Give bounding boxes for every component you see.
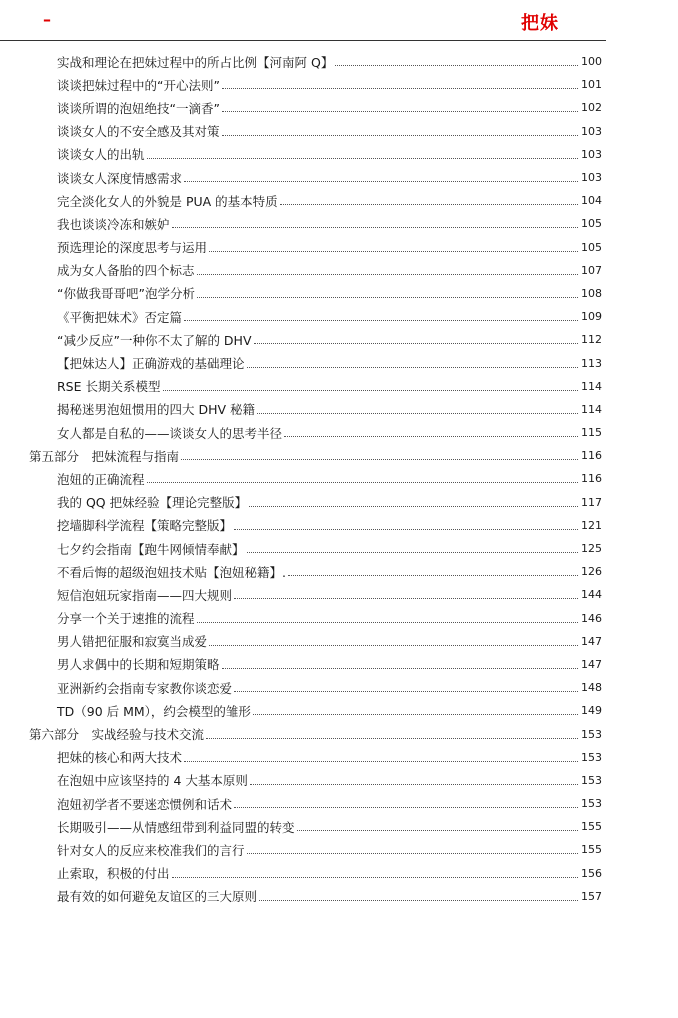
toc-entry-title: 《平衡把妹术》否定篇 [57, 309, 183, 325]
toc-page-number: 116 [581, 449, 602, 463]
toc-page-number: 103 [581, 171, 602, 185]
toc-page-number: 117 [581, 495, 602, 509]
toc-entry[interactable] [0, 421, 602, 444]
toc-entry[interactable] [0, 120, 602, 143]
toc-entry[interactable] [0, 259, 602, 282]
toc-entry-title: 谈谈所谓的泡妞绝技“一滴香” [57, 100, 220, 116]
toc-dot-leader [222, 668, 578, 669]
toc-dot-leader [197, 274, 578, 275]
toc-dot-leader [250, 784, 578, 785]
toc-dot-leader [197, 297, 578, 298]
toc-dot-leader [280, 204, 578, 205]
toc-entry[interactable] [0, 746, 602, 769]
toc-entry-title: 最有效的如何避免友谊区的三大原则 [57, 889, 258, 905]
toc-dot-leader [172, 227, 578, 228]
toc-entry-title: 男人求偶中的长期和短期策略 [57, 657, 220, 673]
toc-entry[interactable] [0, 514, 602, 537]
toc-entry-title: 第五部分 把妹流程与指南 [29, 448, 180, 464]
toc-entry-title: 谈谈把妹过程中的“开心法则” [57, 77, 220, 93]
toc-dot-leader [249, 506, 578, 507]
toc-page-number: 100 [581, 55, 602, 69]
toc-dot-leader [197, 622, 578, 623]
toc-section-heading[interactable] [0, 722, 602, 745]
toc-entry-title: 我的 QQ 把妹经验【理论完整版】 [57, 495, 248, 511]
toc-page-number: 155 [581, 843, 602, 857]
toc-entry[interactable] [0, 166, 602, 189]
toc-dot-leader [147, 482, 578, 483]
toc-page-number: 148 [581, 681, 602, 695]
toc-entry-title: 谈谈女人深度情感需求 [57, 170, 183, 186]
toc-entry[interactable] [0, 607, 602, 630]
toc-dot-leader [254, 343, 578, 344]
toc-entry-title: 预选理论的深度思考与运用 [57, 240, 208, 256]
toc-entry-title: 针对女人的反应来校准我们的言行 [57, 842, 245, 858]
toc-dot-leader [247, 552, 578, 553]
toc-page-number: 153 [581, 727, 602, 741]
toc-dot-leader [234, 807, 578, 808]
toc-page-number: 103 [581, 147, 602, 161]
toc-entry-title: 揭秘迷男泡妞惯用的四大 DHV 秘籍 [57, 402, 256, 418]
toc-entry[interactable] [0, 630, 602, 653]
toc-dot-leader [253, 714, 578, 715]
toc-page-number: 109 [581, 310, 602, 324]
toc-entry[interactable] [0, 375, 602, 398]
toc-page-number: 125 [581, 542, 602, 556]
toc-entry-title: 分享一个关于速推的流程 [57, 611, 195, 627]
toc-entry[interactable] [0, 537, 602, 560]
toc-entry-title: “减少反应”一种你不太了解的 DHV [57, 332, 252, 348]
toc-entry-title: 短信泡妞玩家指南——四大规则 [57, 587, 233, 603]
toc-entry-title: 男人错把征服和寂寞当成爱 [57, 634, 208, 650]
toc-page-number: 105 [581, 240, 602, 254]
toc-dot-leader [259, 900, 578, 901]
toc-entry[interactable] [0, 282, 602, 305]
toc-page-number: 114 [581, 402, 602, 416]
toc-page-number: 116 [581, 472, 602, 486]
toc-dot-leader [288, 575, 578, 576]
toc-dot-leader [184, 320, 578, 321]
toc-entry[interactable] [0, 96, 602, 119]
toc-entry-title: 在泡妞中应该坚持的 4 大基本原则 [57, 773, 248, 789]
toc-entry-title: 止索取，积极的付出 [57, 866, 170, 882]
toc-entry-title: 【把妹达人】正确游戏的基础理论 [57, 356, 245, 372]
toc-entry-title: 亚洲新约会指南专家教你谈恋爱 [57, 680, 233, 696]
toc-entry-title: “你做我哥哥吧”泡学分析 [57, 286, 195, 302]
toc-entry-title: TD（90 后 MM），约会模型的雏形 [57, 703, 251, 719]
toc-entry[interactable] [0, 815, 602, 838]
toc-entry[interactable] [0, 792, 602, 815]
toc-dot-leader [247, 853, 578, 854]
toc-dot-leader [209, 645, 578, 646]
toc-entry[interactable] [0, 73, 602, 96]
toc-page-number: 149 [581, 704, 602, 718]
toc-entry-title: 谈谈女人的不安全感及其对策 [57, 124, 220, 140]
toc-dot-leader [184, 761, 578, 762]
toc-dot-leader [297, 830, 578, 831]
toc-dot-leader [284, 436, 578, 437]
toc-entry-title: RSE 长期关系模型 [57, 379, 161, 395]
toc-entry[interactable] [0, 583, 602, 606]
toc-dot-leader [222, 135, 578, 136]
toc-dot-leader [222, 111, 578, 112]
toc-entry-title: 不看后悔的超级泡妞技术贴【泡妞秘籍】. [57, 564, 286, 580]
toc-entry-title: 完全淡化女人的外貌是 PUA 的基本特质 [57, 193, 278, 209]
toc-entry-title: 成为女人备胎的四个标志 [57, 263, 195, 279]
toc-dot-leader [234, 691, 578, 692]
toc-entry[interactable] [0, 50, 602, 73]
toc-page-number: 126 [581, 565, 602, 579]
toc-entry-title: 实战和理论在把妹过程中的所占比例【河南阿 Q】 [57, 54, 334, 70]
toc-entry[interactable] [0, 699, 602, 722]
toc-page-number: 153 [581, 773, 602, 787]
toc-entry[interactable] [0, 838, 602, 861]
toc-dot-leader [163, 390, 579, 391]
toc-dot-leader [209, 251, 578, 252]
toc-page-number: 155 [581, 820, 602, 834]
toc-dot-leader [257, 413, 578, 414]
toc-page-number: 107 [581, 263, 602, 277]
toc-page-number: 153 [581, 750, 602, 764]
toc-dot-leader [222, 88, 578, 89]
toc-page-number: 147 [581, 634, 602, 648]
toc-page-number: 157 [581, 889, 602, 903]
toc-dot-leader [181, 459, 578, 460]
header-title: 把妹 [521, 13, 559, 34]
toc-page-number: 108 [581, 286, 602, 300]
toc-dot-leader [234, 529, 578, 530]
toc-page-number: 104 [581, 194, 602, 208]
toc-page-number: 103 [581, 124, 602, 138]
toc-entry-title: 第六部分 实战经验与技术交流 [29, 727, 205, 743]
toc-dot-leader [247, 367, 578, 368]
toc-entry[interactable] [0, 676, 602, 699]
toc-page-number: 102 [581, 101, 602, 115]
toc-entry[interactable] [0, 560, 602, 583]
toc-page-number: 105 [581, 217, 602, 231]
toc-entry-title: 把妹的核心和两大技术 [57, 750, 183, 766]
toc-dot-leader [172, 877, 578, 878]
toc-page-number: 144 [581, 588, 602, 602]
toc-page-number: 113 [581, 356, 602, 370]
toc-page-number: 112 [581, 333, 602, 347]
toc-entry[interactable] [0, 236, 602, 259]
page-header [0, 0, 606, 41]
toc-dot-leader [234, 598, 578, 599]
toc-entry[interactable] [0, 328, 602, 351]
toc-entry-title: 泡妞的正确流程 [57, 471, 145, 487]
toc-entry[interactable] [0, 305, 602, 328]
toc-page-number: 121 [581, 518, 602, 532]
toc-entry[interactable] [0, 885, 602, 908]
toc-section-heading[interactable] [0, 444, 602, 467]
toc-entry[interactable] [0, 769, 602, 792]
toc-entry[interactable] [0, 398, 602, 421]
toc-page-number: 114 [581, 379, 602, 393]
toc-entry[interactable] [0, 467, 602, 490]
toc-page-number: 146 [581, 611, 602, 625]
toc-entry-title: 长期吸引——从情感纽带到利益同盟的转变 [57, 819, 295, 835]
toc-entry-title: 挖墙脚科学流程【策略完整版】 [57, 518, 233, 534]
toc-page-number: 153 [581, 797, 602, 811]
header-dash: – [43, 10, 51, 29]
toc-entry[interactable] [0, 143, 602, 166]
toc-entry-title: 七夕约会指南【跑牛网倾情奉献】 [57, 541, 245, 557]
toc-page-number: 101 [581, 78, 602, 92]
toc-entry-title: 谈谈女人的出轨 [57, 147, 145, 163]
toc-entry-title: 女人都是自私的——谈谈女人的思考半径 [57, 425, 283, 441]
toc-entry[interactable] [0, 653, 602, 676]
toc-dot-leader [184, 181, 578, 182]
toc-entry[interactable] [0, 351, 602, 374]
toc-entry[interactable] [0, 862, 602, 885]
toc-entry-title: 泡妞初学者不要迷恋惯例和话术 [57, 796, 233, 812]
toc-entry-title: 我也谈谈冷冻和嫉妒 [57, 216, 170, 232]
toc-entry[interactable] [0, 491, 602, 514]
toc-page-number: 156 [581, 866, 602, 880]
toc-entry[interactable] [0, 212, 602, 235]
toc-dot-leader [147, 158, 578, 159]
toc-page-number: 147 [581, 657, 602, 671]
toc-dot-leader [335, 65, 578, 66]
toc-dot-leader [206, 738, 578, 739]
toc-entry[interactable] [0, 189, 602, 212]
table-of-contents [0, 50, 678, 908]
toc-page-number: 115 [581, 426, 602, 440]
